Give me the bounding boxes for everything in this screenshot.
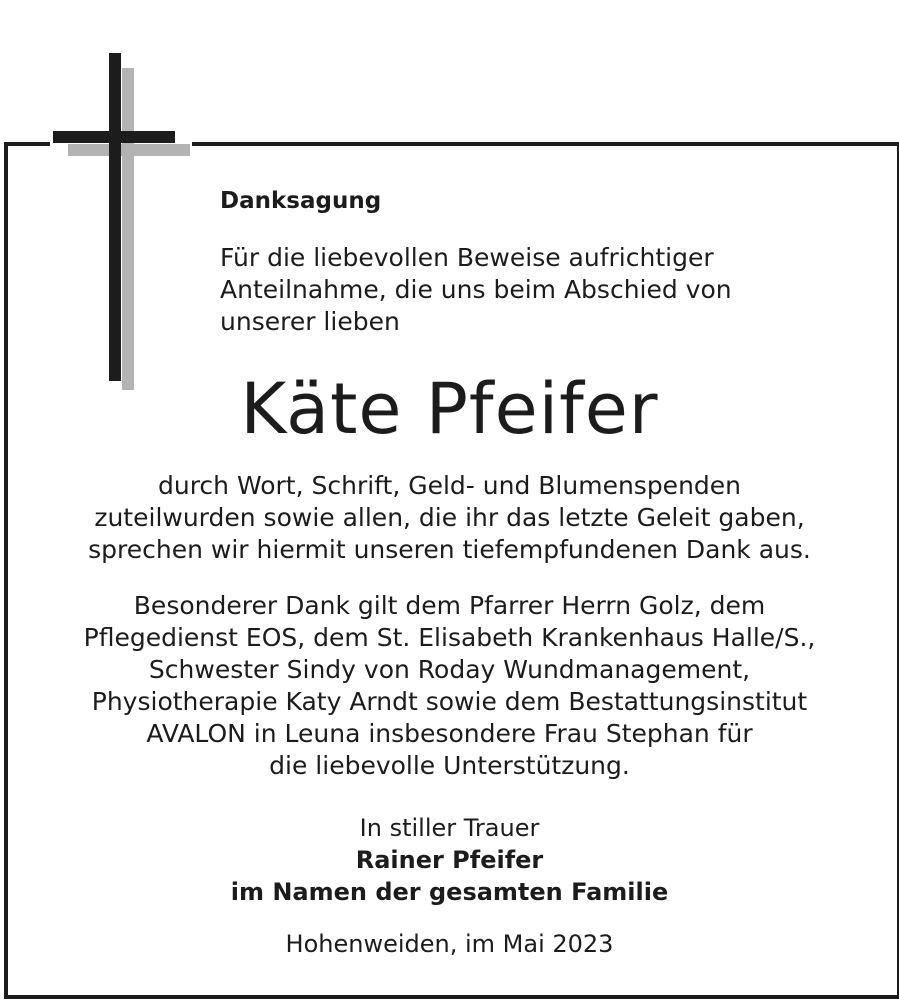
thanks-line: zuteilwurden sowie allen, die ihr das letzte Geleit gaben, bbox=[94, 503, 805, 532]
closing-phrase: In stiller Trauer bbox=[359, 814, 540, 842]
cross-icon bbox=[0, 0, 200, 400]
thanks-paragraph bbox=[0, 470, 899, 566]
special-thanks-line: Besonderer Dank gilt dem Pfarrer Herrn Golz, dem bbox=[133, 591, 766, 620]
special-thanks-line: Physiotherapie Katy Arndt sowie dem Bestattungsinstitut bbox=[91, 687, 808, 716]
special-thanks-line: die liebevolle Unterstützung. bbox=[269, 751, 630, 780]
notice-heading: Danksagung bbox=[220, 188, 382, 214]
place-date: Hohenweiden, im Mai 2023 bbox=[285, 930, 614, 958]
deceased-name: Käte Pfeifer bbox=[240, 368, 659, 450]
intro-line: Anteilnahme, die uns beim Abschied von bbox=[220, 275, 732, 304]
special-thanks-paragraph bbox=[0, 590, 899, 782]
intro-line: unserer lieben bbox=[220, 307, 400, 336]
signer-name: Rainer Pfeifer bbox=[355, 846, 544, 874]
signer-note: im Namen der gesamten Familie bbox=[230, 878, 669, 906]
signature-block bbox=[0, 812, 899, 908]
thanks-line: durch Wort, Schrift, Geld- und Blumenspenden bbox=[157, 471, 742, 500]
special-thanks-line: Schwester Sindy von Roday Wundmanagement, bbox=[148, 655, 751, 684]
special-thanks-line: Pflegedienst EOS, dem St. Elisabeth Krankenhaus Halle/S., bbox=[83, 623, 816, 652]
intro-text bbox=[220, 242, 732, 338]
special-thanks-line: AVALON in Leuna insbesondere Frau Stephan für bbox=[146, 719, 753, 748]
intro-line: Für die liebevollen Beweise aufrichtiger bbox=[220, 243, 714, 272]
thanks-line: sprechen wir hiermit unseren tiefempfundenen Dank aus. bbox=[88, 535, 811, 564]
